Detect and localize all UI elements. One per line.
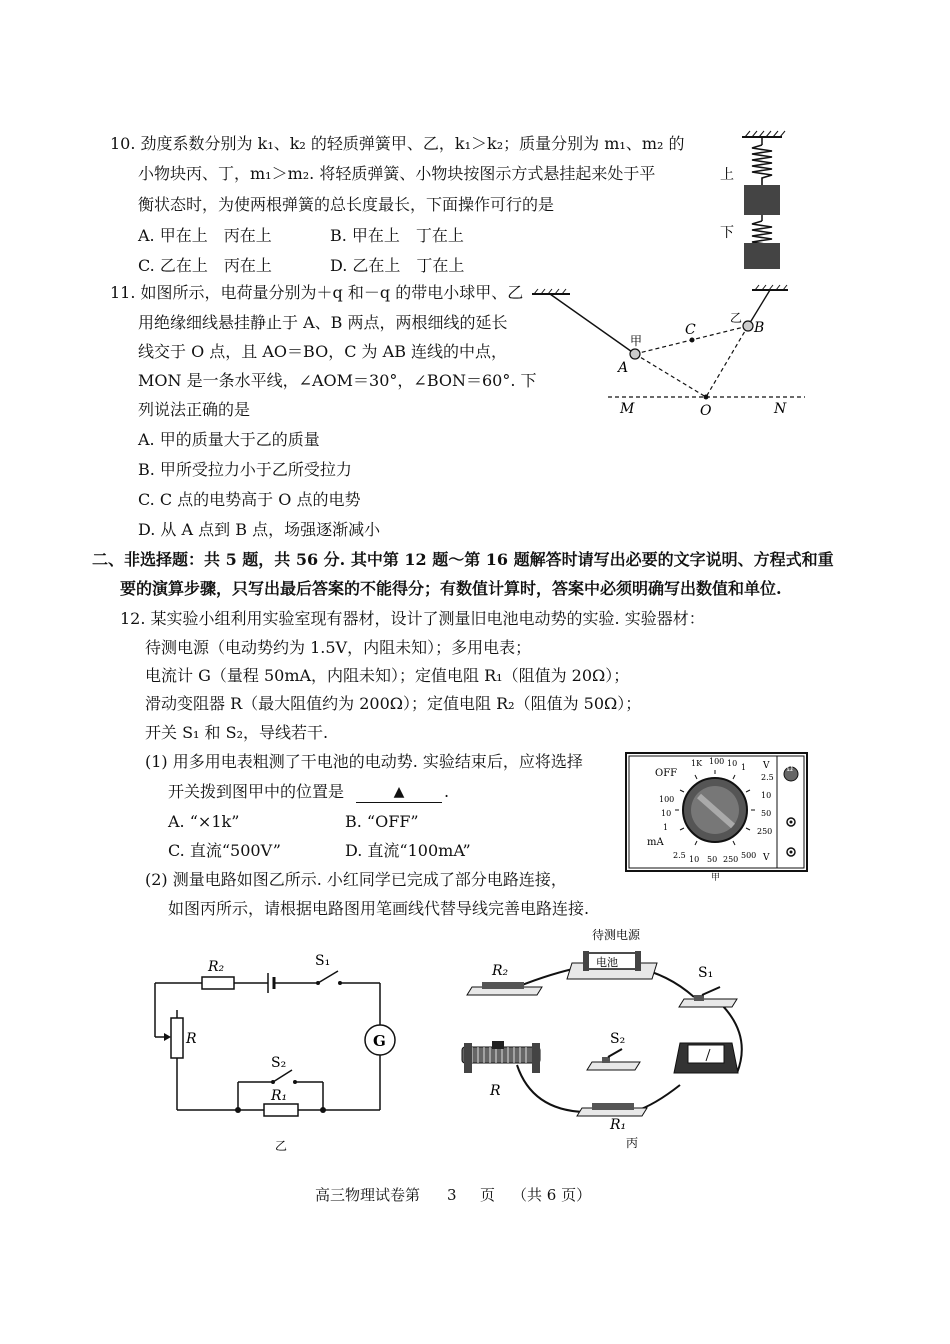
meter-top-label: 10 [727,759,738,768]
spring-figure [700,125,810,275]
answer-blank[interactable]: ▲ [356,782,442,803]
source-label: 待测电源 [592,928,641,942]
q12-line3: 电流计 G（量程 50mA，内阻未知）；定值电阻 R₁（阻值为 20Ω）； [145,666,630,685]
label-M: M [620,401,635,417]
meter-top-label: 100 [709,757,725,766]
photo-s1-label: S₁ [698,965,714,981]
section2-line1: 二、非选择题：共 5 题，共 56 分. 其中第 12 题～第 16 题解答时请写出必要的文字说明、方程式和重 [92,550,834,569]
photo-caption: 丙 [626,1136,639,1150]
meter-caption: 甲 [711,873,721,883]
q11-line4: MON 是一条水平线，∠AOM＝30°，∠BON＝60°. 下 [138,371,537,390]
footer-page-unit: 页 [480,1186,496,1204]
meter-bottom-label: 250 [723,855,739,864]
meter-bottom-label: 500 [741,851,757,860]
label-B: B [754,320,765,336]
q10-option-b: B. 甲在上 丁在上 [330,226,464,245]
q12-part1-line1: (1) 用多用电表粗测了干电池的电动势. 实验结束后，应将选择 [145,752,583,771]
q12-part1-line2: 开关拨到图甲中的位置是 [168,782,345,801]
photo-r2-label: R₂ [492,963,509,979]
q12-part1-option-d: D. 直流“100mA” [345,841,471,860]
q12-part2-line1: (2) 测量电路如图乙所示. 小红同学已完成了部分电路连接， [145,870,567,889]
meter-v-label-bottom: V [763,853,770,863]
photo-r-label: R [490,1083,501,1099]
s2-label: S₂ [271,1055,287,1071]
label-C: C [685,322,696,338]
circuit-caption: 乙 [275,1139,288,1153]
meter-left-label: 10 [661,809,672,818]
meter-bottom-label: 2.5 [673,851,686,860]
galvanometer-label: G [373,1032,386,1050]
circuit-diagram [140,955,400,1155]
meter-ma-label: mA [647,837,664,848]
q10-option-d: D. 乙在上 丁在上 [330,256,465,275]
meter-top-label: 1K [691,759,703,768]
multimeter-figure [625,752,810,882]
q12-part1-option-c: C. 直流“500V” [168,841,281,860]
meter-right-label: 50 [761,809,772,818]
apparatus-figure [462,925,762,1155]
footer-page-number: 3 [447,1186,457,1204]
label-jia: 甲 [630,334,643,348]
section2-line2: 要的演算步骤，只写出最后答案的不能得分；有数值计算时，答案中必须明确写出数值和单位. [120,579,782,598]
spring-bottom-label: 下 [720,225,734,241]
q12-part1-option-a: A. “×1k” [168,812,240,831]
photo-r1-label: R₁ [610,1117,627,1133]
q12-part1-option-b: B. “OFF” [345,812,419,831]
meter-left-label: 1 [663,823,669,832]
meter-bottom-label: 50 [707,855,718,864]
q12-line1: 12. 某实验小组利用实验室现有器材，设计了测量旧电池电动势的实验. 实验器材： [120,609,705,628]
meter-bottom-label: 10 [689,855,700,864]
spring-top-label: 上 [720,167,734,183]
label-O: O [700,403,712,419]
s1-label: S₁ [315,953,331,969]
meter-left-label: 100 [659,795,675,804]
meter-v-label-top: V [763,761,770,771]
q12-line4: 滑动变阻器 R（最大阻值约为 200Ω）；定值电阻 R₂（阻值为 50Ω）； [145,694,642,713]
q11-option-a: A. 甲的质量大于乙的质量 [138,430,320,449]
label-A: A [618,360,629,376]
photo-s2-label: S₂ [610,1031,626,1047]
battery-label: 电池 [596,956,618,969]
r2-label: R₂ [208,959,225,975]
q12-line2: 待测电源（电动势约为 1.5V，内阻未知）；多用电表； [145,638,532,657]
meter-omega-label: Ω [787,765,793,773]
q10-line3: 衡状态时，为使两根弹簧的总长度最长，下面操作可行的是 [138,195,555,214]
r1-label: R₁ [271,1088,288,1104]
q10-line2: 小物块丙、丁，m₁＞m₂. 将轻质弹簧、小物块按图示方式悬挂起来处于平 [138,164,656,183]
q11-line1: 11. 如图所示，电荷量分别为＋q 和－q 的带电小球甲、乙 [110,283,524,302]
q12-line5: 开关 S₁ 和 S₂，导线若干. [145,723,329,742]
q10-option-c: C. 乙在上 丙在上 [138,256,272,275]
meter-off-label: OFF [655,768,678,779]
q11-line2: 用绝缘细线悬挂静止于 A、B 两点，两根细线的延长 [138,313,508,332]
answer-blank-end: . [444,782,450,801]
q11-option-b: B. 甲所受拉力小于乙所受拉力 [138,460,352,479]
label-yi: 乙 [730,311,743,325]
q11-option-c: C. C 点的电势高于 O 点的电势 [138,490,361,509]
label-N: N [774,401,787,417]
q10-option-a: A. 甲在上 丙在上 [138,226,272,245]
footer-title: 高三物理试卷第 [315,1186,421,1204]
q12-part2-line2: 如图丙所示，请根据电路图用笔画线代替导线完善电路连接. [168,899,590,918]
meter-top-label: 1 [741,763,747,772]
meter-right-label: 10 [761,791,772,800]
r-label: R [186,1031,197,1047]
q11-line3: 线交于 O 点，且 AO＝BO，C 为 AB 连线的中点， [138,342,508,361]
meter-right-label: 2.5 [761,773,774,782]
q11-option-d: D. 从 A 点到 B 点，场强逐渐减小 [138,520,381,539]
charged-balls-figure [530,282,820,422]
meter-right-label: 250 [757,827,773,836]
q10-line1: 10. 劲度系数分别为 k₁、k₂ 的轻质弹簧甲、乙，k₁＞k₂；质量分别为 m₁、m₂ 的 [110,134,685,153]
footer-total: （共 6 页） [512,1186,592,1204]
q11-line5: 列说法正确的是 [138,400,251,419]
